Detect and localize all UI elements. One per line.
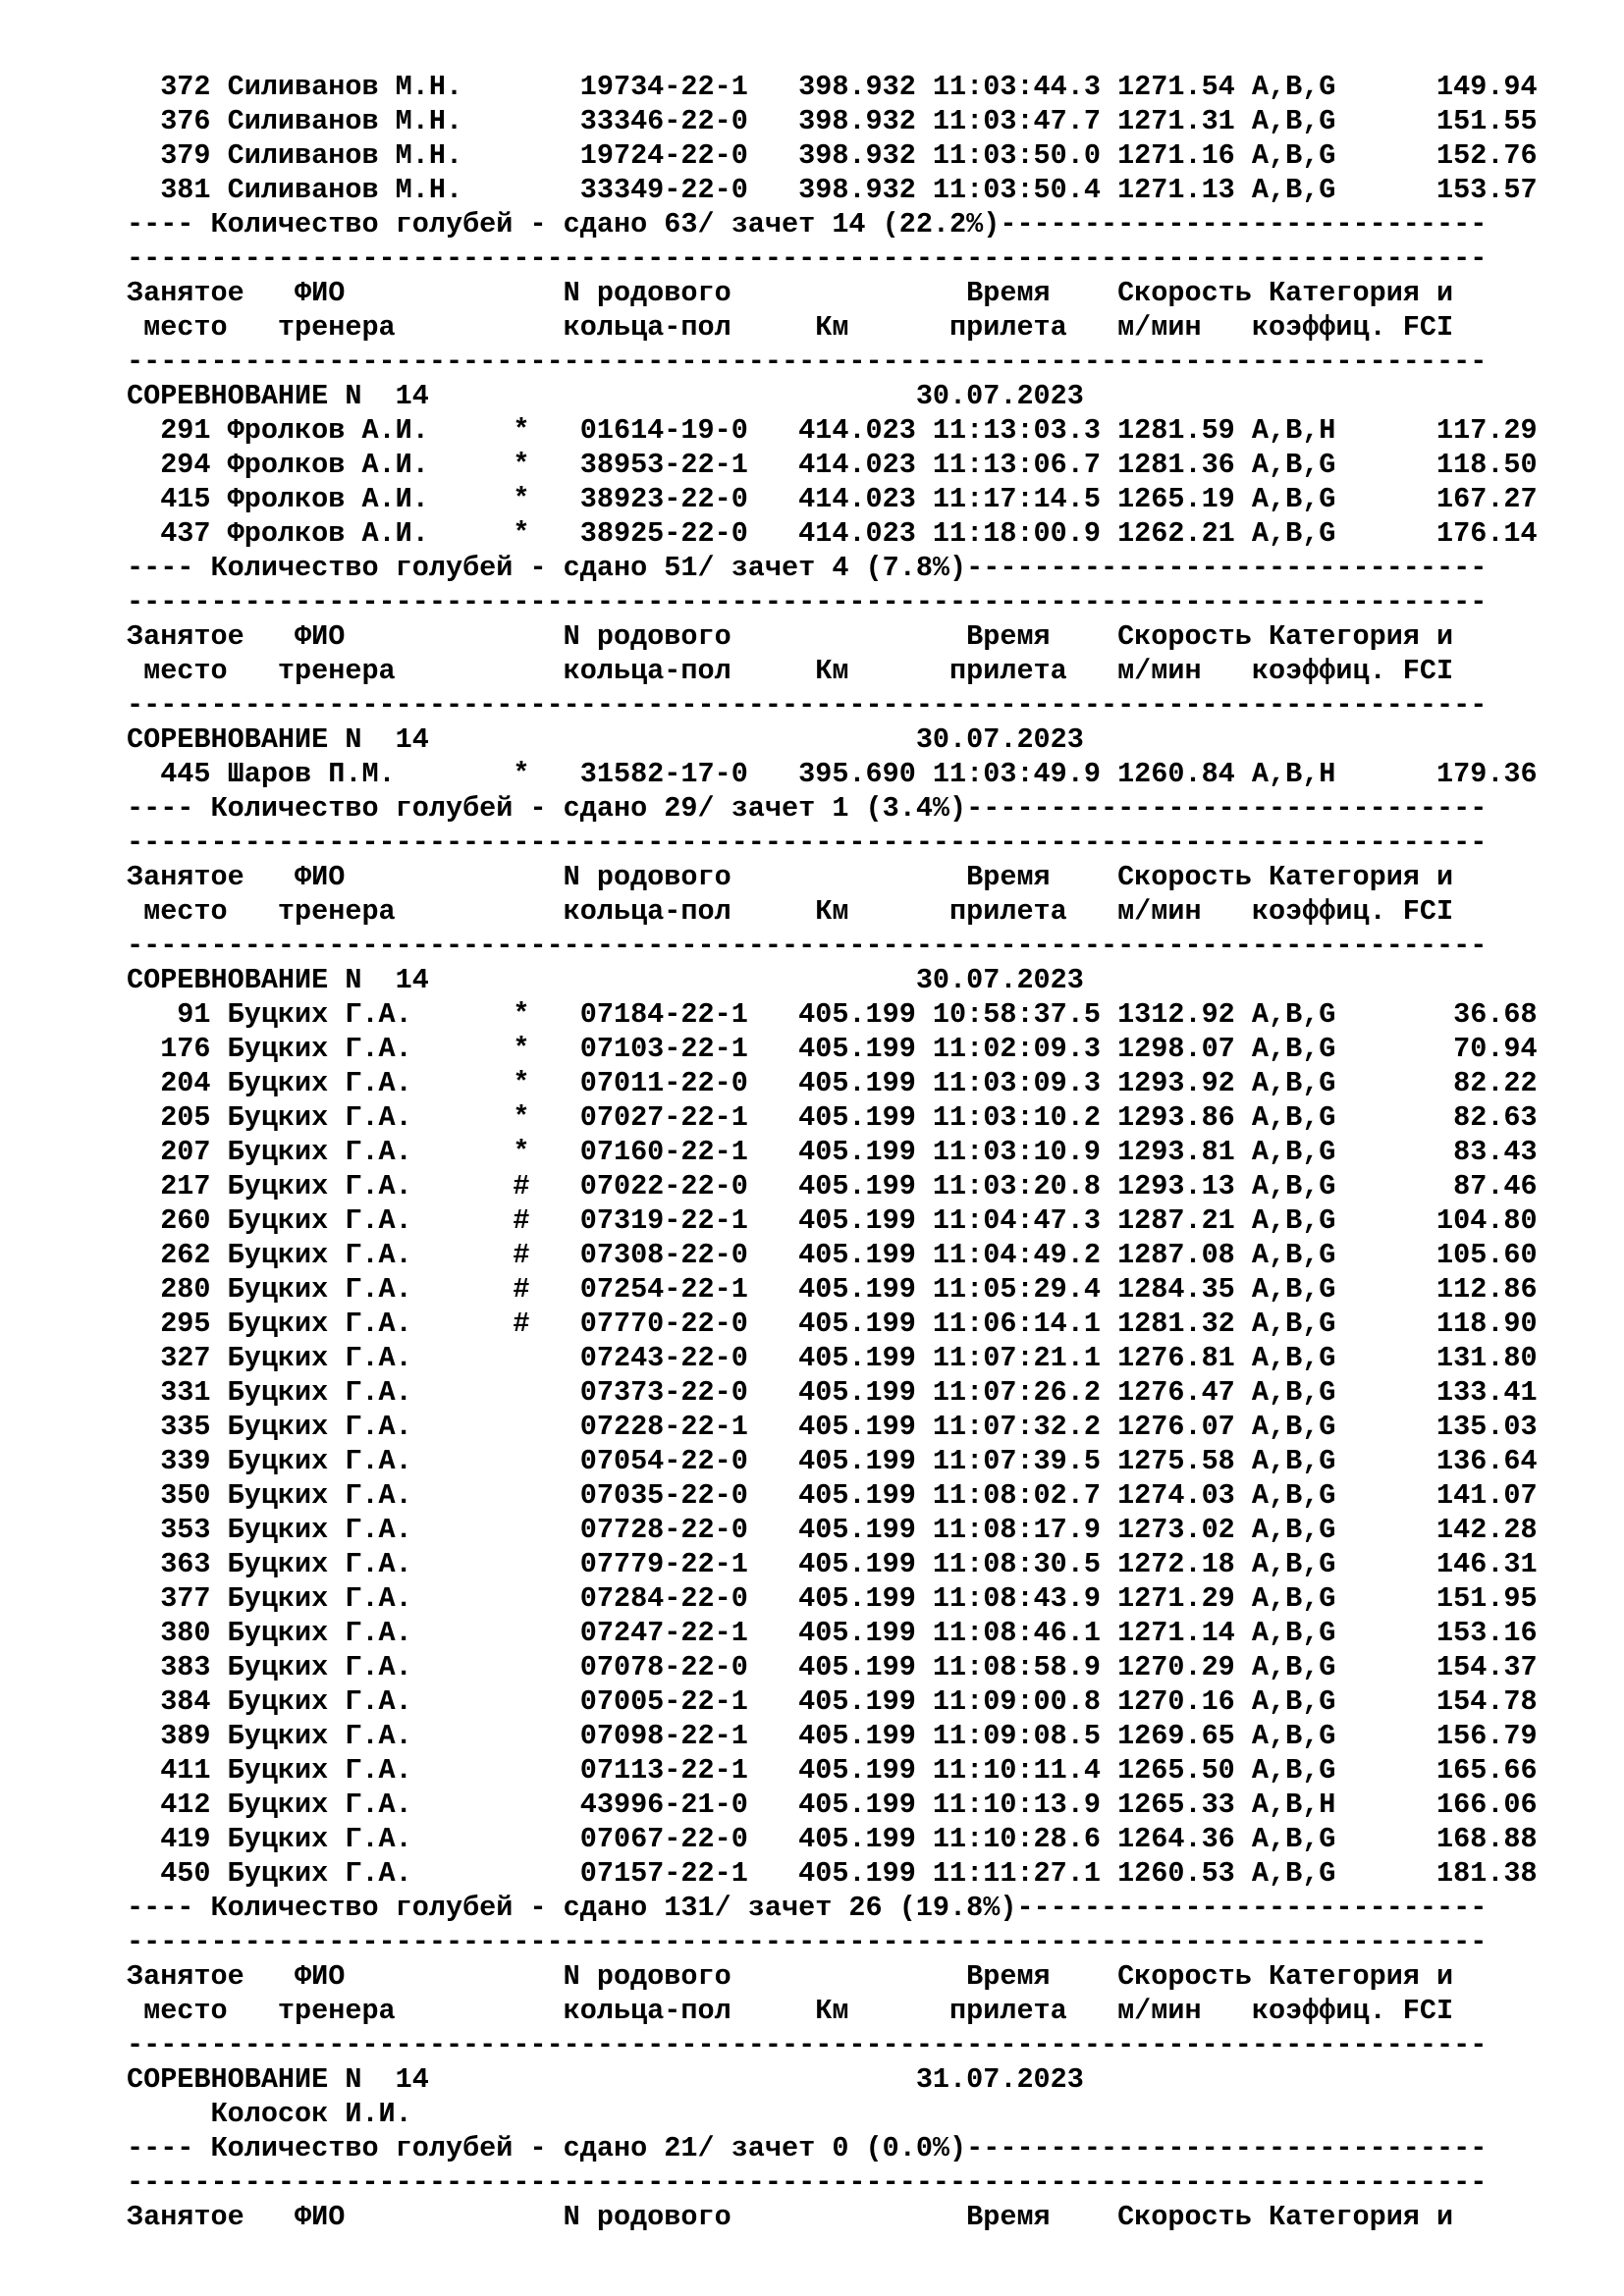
result-row: 350 Буцких Г.А. 07035-22-0 405.199 11:08:02.7 1274.03 A,B,G 141.07 bbox=[127, 1479, 1538, 1512]
result-row: 91 Буцких Г.А. * 07184-22-1 405.199 10:58:37.5 1312.92 A,B,G 36.68 bbox=[127, 998, 1538, 1031]
result-row: 376 Силиванов М.Н. 33346-22-0 398.932 11:03:47.7 1271.31 A,B,G 151.55 bbox=[127, 105, 1538, 137]
result-row: 383 Буцких Г.А. 07078-22-0 405.199 11:08:58.9 1270.29 A,B,G 154.37 bbox=[127, 1651, 1538, 1683]
result-row: 363 Буцких Г.А. 07779-22-1 405.199 11:08:30.5 1272.18 A,B,G 146.31 bbox=[127, 1548, 1538, 1580]
result-row: 176 Буцких Г.А. * 07103-22-1 405.199 11:02:09.3 1298.07 A,B,G 70.94 bbox=[127, 1033, 1538, 1065]
separator-line: --------------------------------------------------------------------------------- bbox=[127, 2166, 1488, 2199]
result-row: 412 Буцких Г.А. 43996-21-0 405.199 11:10:13.9 1265.33 A,B,H 166.06 bbox=[127, 1789, 1538, 1821]
separator-line: --------------------------------------------------------------------------------- bbox=[127, 242, 1488, 275]
result-row: 295 Буцких Г.А. # 07770-22-0 405.199 11:06:14.1 1281.32 A,B,G 118.90 bbox=[127, 1308, 1538, 1340]
column-header: Занятое ФИО N родового Время Скорость Категория и bbox=[127, 861, 1454, 893]
separator-line: --------------------------------------------------------------------------------- bbox=[127, 689, 1488, 721]
summary-line: ---- Количество голубей - сдано 63/ зачет 14 (22.2%)----------------------------- bbox=[127, 208, 1488, 240]
result-row: 445 Шаров П.М. * 31582-17-0 395.690 11:03:49.9 1260.84 A,B,H 179.36 bbox=[127, 758, 1538, 790]
column-header: место тренера кольца-пол Км прилета м/мин коэффиц. FCI bbox=[127, 1995, 1454, 2027]
summary-line: ---- Количество голубей - сдано 21/ зачет 0 (0.0%)------------------------------- bbox=[127, 2132, 1488, 2164]
competition-title: СОРЕВНОВАНИЕ N 14 30.07.2023 bbox=[127, 964, 1084, 996]
result-row: 379 Силиванов М.Н. 19724-22-0 398.932 11:03:50.0 1271.16 A,B,G 152.76 bbox=[127, 139, 1538, 172]
competition-title: СОРЕВНОВАНИЕ N 14 30.07.2023 bbox=[127, 380, 1084, 412]
result-row: 437 Фролков А.И. * 38925-22-0 414.023 11:18:00.9 1262.21 A,B,G 176.14 bbox=[127, 517, 1538, 550]
result-row: 389 Буцких Г.А. 07098-22-1 405.199 11:09:08.5 1269.65 A,B,G 156.79 bbox=[127, 1720, 1538, 1752]
result-row: 217 Буцких Г.А. # 07022-22-0 405.199 11:03:20.8 1293.13 A,B,G 87.46 bbox=[127, 1170, 1538, 1202]
result-row: 339 Буцких Г.А. 07054-22-0 405.199 11:07:39.5 1275.58 A,B,G 136.64 bbox=[127, 1445, 1538, 1477]
result-row: 384 Буцких Г.А. 07005-22-1 405.199 11:09:00.8 1270.16 A,B,G 154.78 bbox=[127, 1685, 1538, 1718]
result-row: 353 Буцких Г.А. 07728-22-0 405.199 11:08:17.9 1273.02 A,B,G 142.28 bbox=[127, 1514, 1538, 1546]
separator-line: --------------------------------------------------------------------------------- bbox=[127, 1926, 1488, 1958]
result-row: 415 Фролков А.И. * 38923-22-0 414.023 11:17:14.5 1265.19 A,B,G 167.27 bbox=[127, 483, 1538, 515]
column-header: Занятое ФИО N родового Время Скорость Категория и bbox=[127, 277, 1454, 309]
separator-line: --------------------------------------------------------------------------------- bbox=[127, 2029, 1488, 2061]
result-row: 331 Буцких Г.А. 07373-22-0 405.199 11:07:26.2 1276.47 A,B,G 133.41 bbox=[127, 1376, 1538, 1409]
summary-line: ---- Количество голубей - сдано 131/ зачет 26 (19.8%)---------------------------- bbox=[127, 1892, 1488, 1924]
result-row: 419 Буцких Г.А. 07067-22-0 405.199 11:10:28.6 1264.36 A,B,G 168.88 bbox=[127, 1823, 1538, 1855]
result-row: 207 Буцких Г.А. * 07160-22-1 405.199 11:03:10.9 1293.81 A,B,G 83.43 bbox=[127, 1136, 1538, 1168]
separator-line: --------------------------------------------------------------------------------- bbox=[127, 586, 1488, 618]
column-header: Занятое ФИО N родового Время Скорость Категория и bbox=[127, 1960, 1454, 1993]
result-row: 260 Буцких Г.А. # 07319-22-1 405.199 11:04:47.3 1287.21 A,B,G 104.80 bbox=[127, 1204, 1538, 1237]
separator-line: --------------------------------------------------------------------------------- bbox=[127, 346, 1488, 378]
column-header: место тренера кольца-пол Км прилета м/мин коэффиц. FCI bbox=[127, 895, 1454, 928]
result-row: 381 Силиванов М.Н. 33349-22-0 398.932 11:03:50.4 1271.13 A,B,G 153.57 bbox=[127, 174, 1538, 206]
result-row: 291 Фролков А.И. * 01614-19-0 414.023 11:13:03.3 1281.59 A,B,H 117.29 bbox=[127, 414, 1538, 447]
result-row: 380 Буцких Г.А. 07247-22-1 405.199 11:08:46.1 1271.14 A,B,G 153.16 bbox=[127, 1617, 1538, 1649]
column-header: место тренера кольца-пол Км прилета м/мин коэффиц. FCI bbox=[127, 655, 1454, 687]
trainer-name: Колосок И.И. bbox=[127, 2098, 412, 2130]
result-row: 205 Буцких Г.А. * 07027-22-1 405.199 11:03:10.2 1293.86 A,B,G 82.63 bbox=[127, 1101, 1538, 1134]
result-row: 450 Буцких Г.А. 07157-22-1 405.199 11:11:27.1 1260.53 A,B,G 181.38 bbox=[127, 1857, 1538, 1890]
result-row: 335 Буцких Г.А. 07228-22-1 405.199 11:07:32.2 1276.07 A,B,G 135.03 bbox=[127, 1411, 1538, 1443]
result-row: 372 Силиванов М.Н. 19734-22-1 398.932 11:03:44.3 1271.54 A,B,G 149.94 bbox=[127, 71, 1538, 103]
result-row: 204 Буцких Г.А. * 07011-22-0 405.199 11:03:09.3 1293.92 A,B,G 82.22 bbox=[127, 1067, 1538, 1099]
summary-line: ---- Количество голубей - сдано 51/ зачет 4 (7.8%)------------------------------- bbox=[127, 552, 1488, 584]
result-row: 262 Буцких Г.А. # 07308-22-0 405.199 11:04:49.2 1287.08 A,B,G 105.60 bbox=[127, 1239, 1538, 1271]
result-row: 327 Буцких Г.А. 07243-22-0 405.199 11:07:21.1 1276.81 A,B,G 131.80 bbox=[127, 1342, 1538, 1374]
separator-line: --------------------------------------------------------------------------------- bbox=[127, 827, 1488, 859]
separator-line: --------------------------------------------------------------------------------- bbox=[127, 930, 1488, 962]
summary-line: ---- Количество голубей - сдано 29/ зачет 1 (3.4%)------------------------------- bbox=[127, 792, 1488, 825]
column-header: Занятое ФИО N родового Время Скорость Категория и bbox=[127, 620, 1454, 653]
result-row: 411 Буцких Г.А. 07113-22-1 405.199 11:10:11.4 1265.50 A,B,G 165.66 bbox=[127, 1754, 1538, 1787]
competition-title: СОРЕВНОВАНИЕ N 14 30.07.2023 bbox=[127, 723, 1084, 756]
column-header: Занятое ФИО N родового Время Скорость Категория и bbox=[127, 2201, 1454, 2233]
column-header: место тренера кольца-пол Км прилета м/мин коэффиц. FCI bbox=[127, 311, 1454, 344]
result-row: 294 Фролков А.И. * 38953-22-1 414.023 11:13:06.7 1281.36 A,B,G 118.50 bbox=[127, 449, 1538, 481]
result-row: 377 Буцких Г.А. 07284-22-0 405.199 11:08:43.9 1271.29 A,B,G 151.95 bbox=[127, 1582, 1538, 1615]
competition-title: СОРЕВНОВАНИЕ N 14 31.07.2023 bbox=[127, 2063, 1084, 2096]
result-row: 280 Буцких Г.А. # 07254-22-1 405.199 11:05:29.4 1284.35 A,B,G 112.86 bbox=[127, 1273, 1538, 1306]
